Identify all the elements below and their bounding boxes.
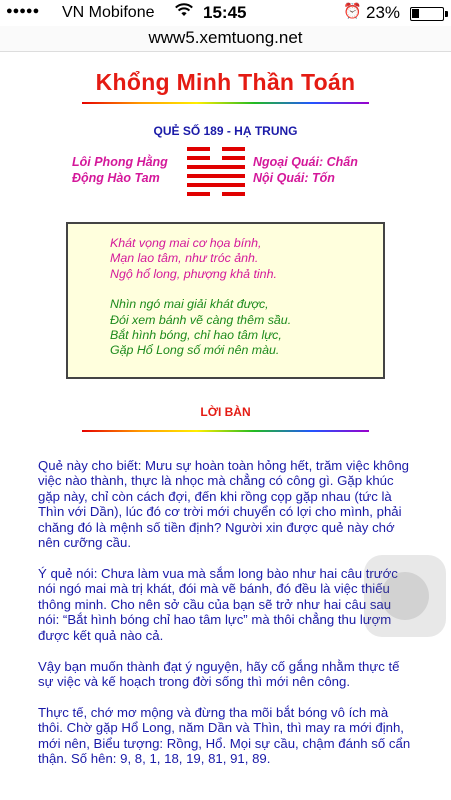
hexagram-line-broken [187, 192, 245, 196]
commentary-paragraph: Quẻ này cho biết: Mưu sự hoàn toàn hỏng hết, trăm việc không việc nào thành, thực là nhọc mà chẳng có công gì. Gặp khúc gặp này, chỉ còn cách đợi, đến khi rồng cọp gặp nhau (tức là Thìn với Dần), lúc đó cơ trời mới chuyển có lợi cho mình, phải chăng đó là mệnh số tiền định? Người xin được quẻ này chớ nên cưỡng cầu. [38, 458, 410, 551]
hexagram-segment [222, 192, 245, 196]
rainbow-divider [82, 102, 369, 104]
poem-line: Gặp Hổ Long số mới nên màu. [110, 343, 280, 358]
battery-fill [412, 9, 419, 18]
hexagram-icon [187, 147, 245, 201]
hexagram-line-broken [187, 147, 245, 151]
poem-line: Bắt hình bóng, chỉ hao tâm lực, [110, 328, 282, 343]
hexagram-segment [222, 156, 245, 160]
carrier-name: VN Mobifone [62, 4, 155, 21]
hexagram-segment [187, 192, 210, 196]
assistive-touch-icon [381, 572, 429, 620]
hexagram-line-solid [187, 165, 245, 169]
hexagram-line-solid [187, 183, 245, 187]
page-title: Khổng Minh Thần Toán [95, 69, 356, 95]
hexagram-segment [187, 183, 245, 187]
poem-line: Khát vọng mai cơ họa bính, [110, 236, 262, 250]
moving-line: Động Hào Tam [72, 171, 160, 185]
commentary-paragraph: Vậy bạn muốn thành đạt ý nguyện, hãy cố gắng nhằm thực tế sự việc và kế hoạch trong đời sống thì mới nên công. [38, 658, 400, 690]
hexagram-name: Lôi Phong Hằng [72, 155, 168, 169]
battery-percent: 23% [366, 3, 401, 22]
commentary-heading: LỜI BÀN [200, 405, 251, 419]
poem-line: Đói xem bánh vẽ càng thêm sầu. [110, 312, 292, 327]
poem-line: Nhìn ngó mai giải khát được, [110, 297, 269, 312]
poem-stanza-1 [110, 236, 383, 282]
signal-strength-icon: ●●●●● [6, 5, 40, 17]
clock-time: 15:45 [203, 3, 247, 22]
battery-icon [410, 7, 444, 21]
trigram-block [253, 154, 358, 186]
hexagram-segment [187, 156, 210, 160]
hexagram-number: QUẺ SỐ 189 - HẠ TRUNG [153, 124, 298, 138]
inner-trigram: Nội Quái: Tốn [253, 171, 335, 185]
address-bar[interactable]: www5.xemtuong.net [0, 26, 451, 52]
commentary-paragraph: Thực tế, chớ mơ mộng và đừng tha mõi bắt bóng vô ích mà thôi. Chờ gặp Hổ Long, năm Dần và Thìn, thì may ra mới định, mới nên, Biểu tượng: Rồng, Hổ. Mọi sự cầu, chậm đánh số cẩn thận. Số hên: 9, 8, 1, 18, 19, 81, 91, 89. [38, 705, 411, 767]
page-content [0, 69, 451, 767]
commentary-paragraph: Ý quẻ nói: Chưa làm vua mà sắm long bào như hai câu trước nói ngó mai mà trị khát, đói mà vẽ bánh, đó đều là việc thiếu thông minh. Cho nên sở cầu của bạn sẽ trở như hai câu sau nói: “Bắt hình bóng chỉ hao tâm lực” mà thôi chẳng thu lượm được kết quả nào cả. [38, 566, 398, 643]
hexagram-line-broken [187, 156, 245, 160]
wifi-icon [174, 2, 194, 23]
hexagram-segment [187, 165, 245, 169]
status-bar [0, 0, 451, 26]
poem-box [66, 222, 385, 379]
hexagram-line-solid [187, 174, 245, 178]
outer-trigram: Ngoại Quái: Chấn [253, 155, 358, 169]
hexagram-segment [187, 147, 210, 151]
rainbow-divider [82, 430, 369, 432]
assistive-touch-button[interactable] [364, 555, 446, 637]
hexagram-segment [187, 174, 245, 178]
poem-line: Ngộ hổ long, phượng khả tinh. [110, 266, 277, 281]
poem-line: Mạn lao tâm, như tróc ảnh. [110, 251, 259, 266]
poem-stanza-2 [110, 297, 383, 359]
alarm-icon: ⏰ [343, 3, 362, 20]
hexagram-segment [222, 147, 245, 151]
hexagram-name-block [72, 154, 168, 186]
hexagram-section [0, 151, 451, 201]
